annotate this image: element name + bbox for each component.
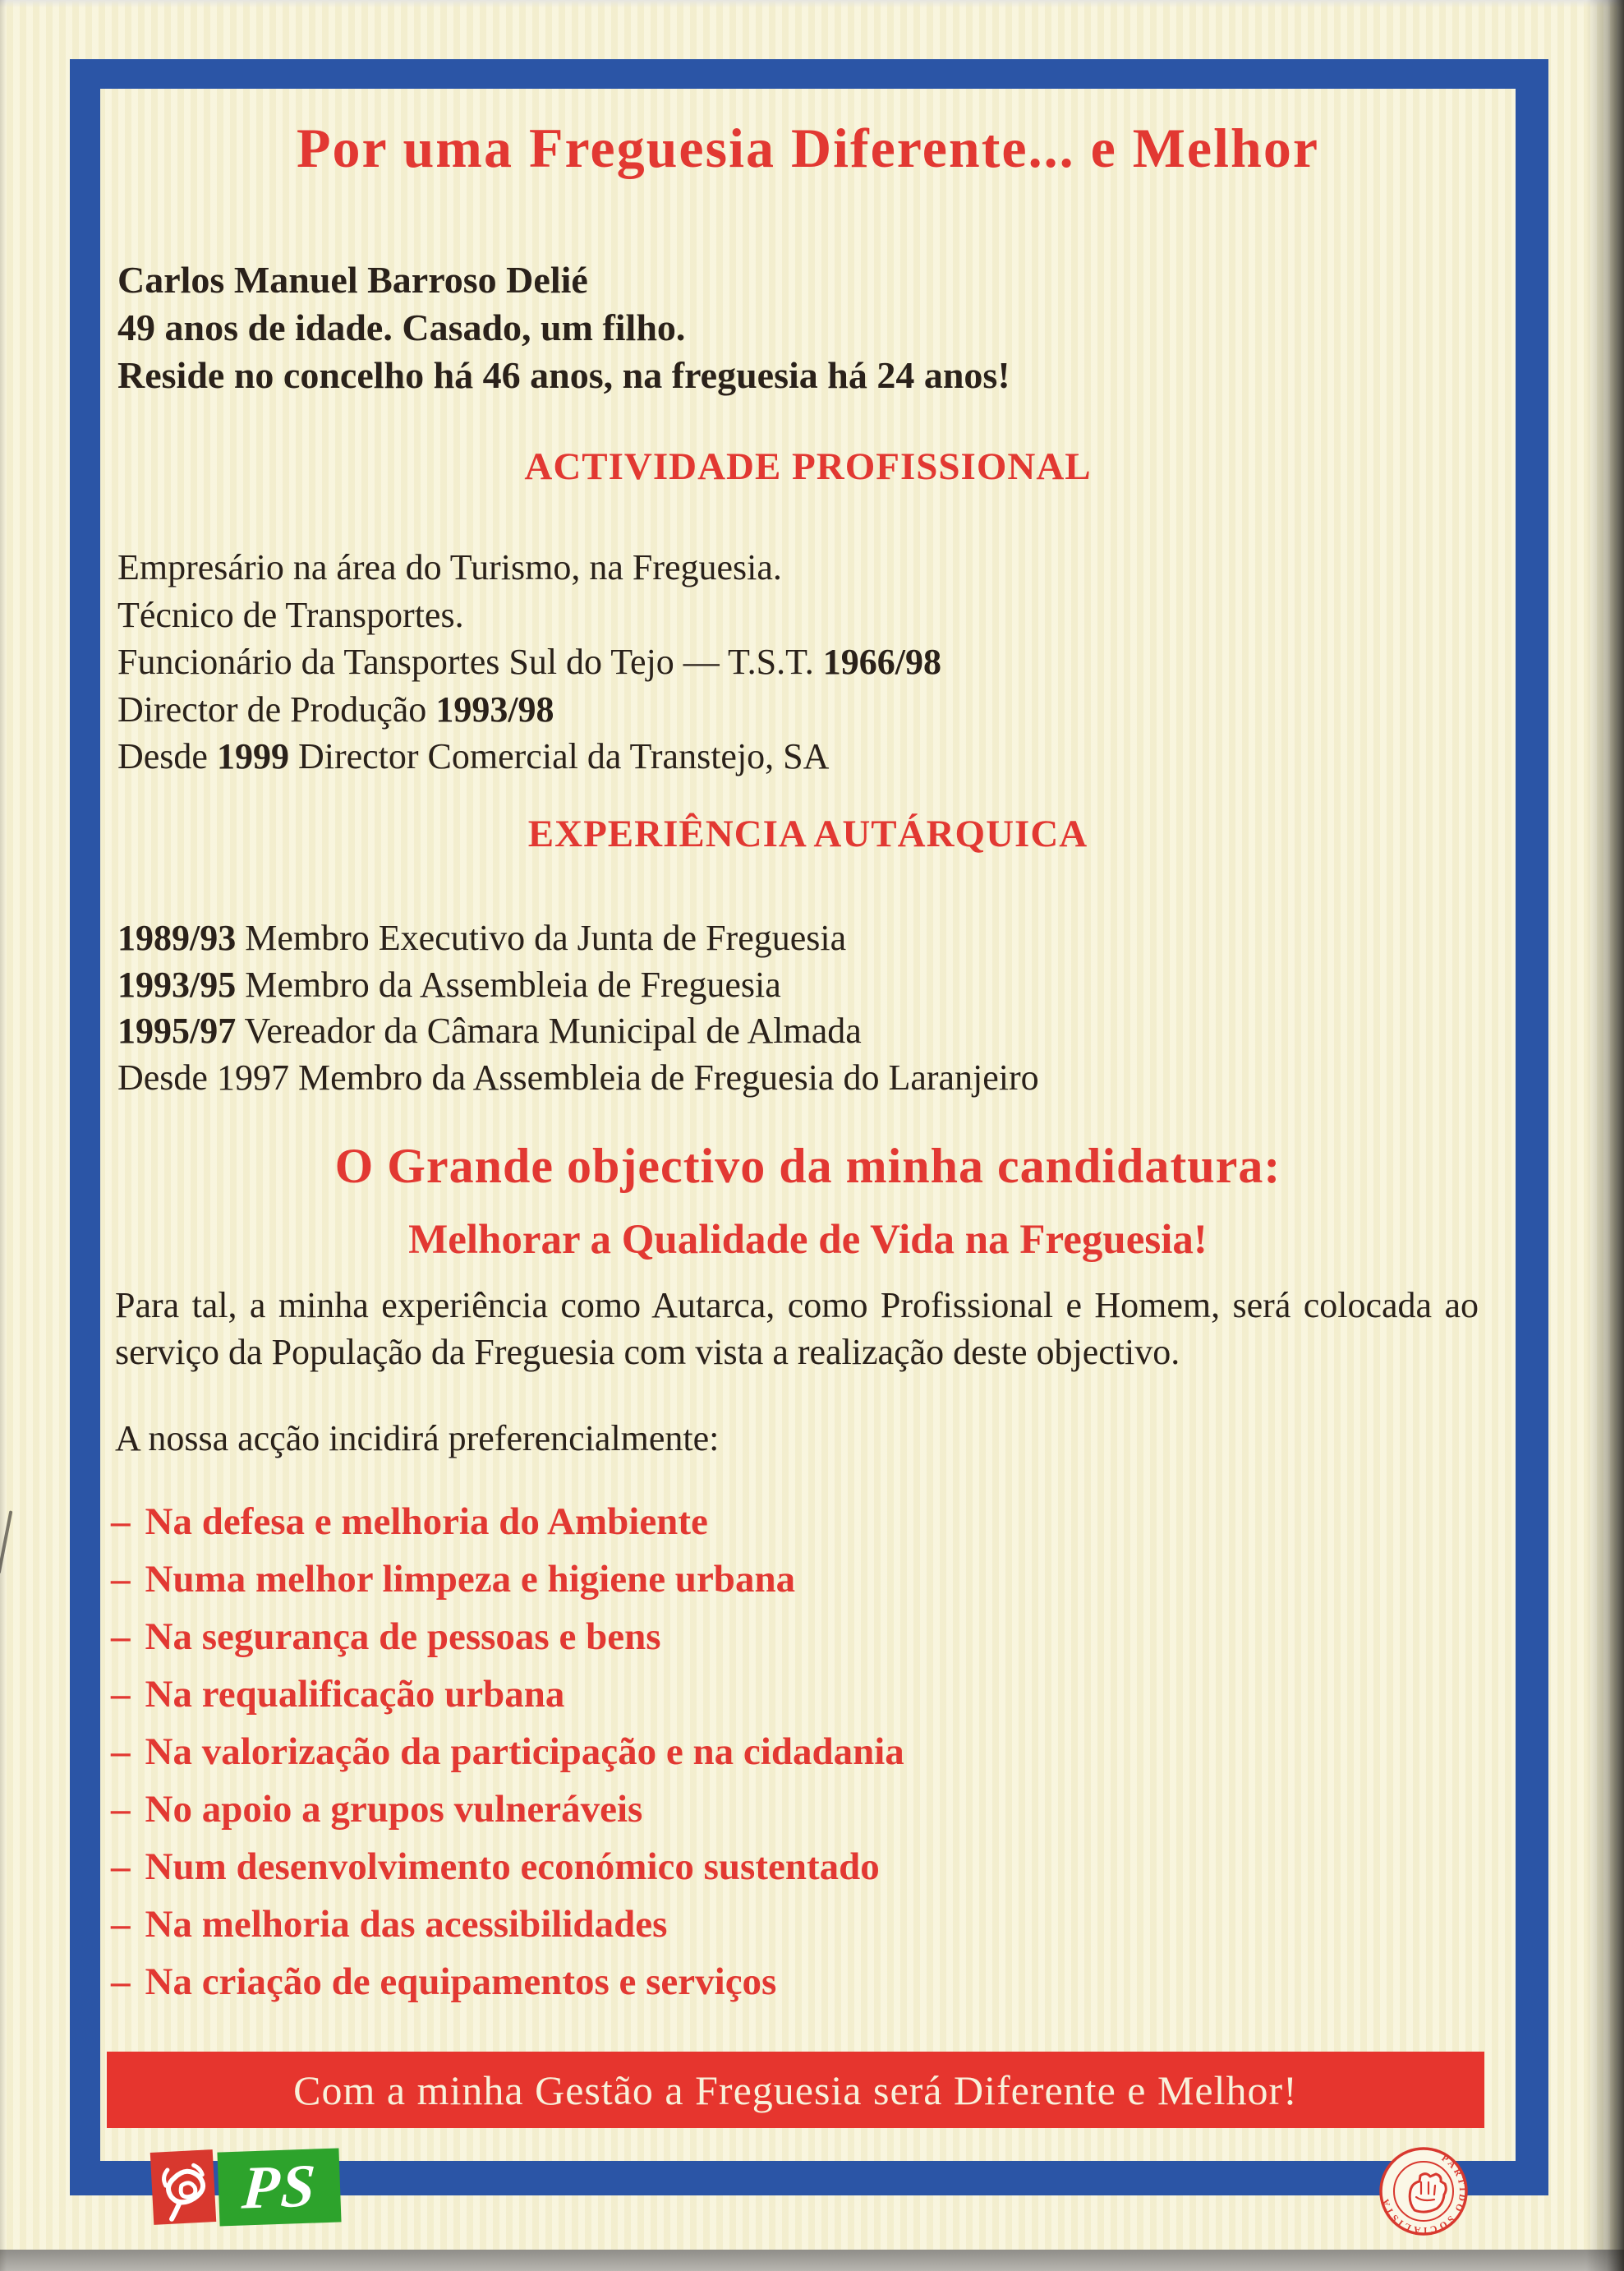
scan-edge-bottom <box>0 2250 1624 2271</box>
objective-subheading: Melhorar a Qualidade de Vida na Freguesia! <box>408 1217 1208 1263</box>
ps-party-logo <box>140 2144 353 2235</box>
bullet-dash: – <box>111 1845 131 1888</box>
ps-initials-box <box>217 2148 341 2226</box>
text-line: 1993/95 Membro da Assembleia de Freguesia <box>117 964 781 1005</box>
action-bullet-item <box>111 1838 1491 1896</box>
action-bullet-list <box>111 1493 1491 2011</box>
professional-activity-list <box>117 544 1497 781</box>
bullet-text: Na requalificação urbana <box>145 1673 565 1716</box>
section-heading-professional: ACTIVIDADE PROFISSIONAL <box>524 445 1092 488</box>
socialist-party-seal-icon <box>1378 2146 1469 2236</box>
bullet-dash: – <box>111 1903 131 1946</box>
objective-heading: O Grande objectivo da minha candidatura: <box>334 1139 1281 1193</box>
bullet-dash: – <box>111 1500 131 1543</box>
ps-initials: PS <box>239 2152 320 2223</box>
action-bullet-item <box>111 1665 1491 1723</box>
bullet-dash: – <box>111 1788 131 1831</box>
candidate-residence-line: Reside no concelho há 46 anos, na freguesia há 24 anos! <box>117 354 1010 396</box>
page-title: Por uma Freguesia Diferente... e Melhor <box>296 117 1320 179</box>
action-bullet-item <box>111 1780 1491 1838</box>
text-line: Director de Produção 1993/98 <box>117 689 554 730</box>
text-line: 1995/97 Vereador da Câmara Municipal de Almada <box>117 1011 862 1051</box>
rose-fist-icon <box>150 2149 217 2225</box>
action-bullet-item <box>111 1550 1491 1608</box>
bullet-text: Na valorização da participação e na cidadania <box>145 1730 904 1773</box>
bullet-dash: – <box>111 1615 131 1658</box>
bullet-text: Na criação de equipamentos e serviços <box>145 1960 777 2003</box>
bullet-text: Na defesa e melhoria do Ambiente <box>145 1500 708 1543</box>
text-line: Desde 1997 Membro da Assembleia de Freguesia do Laranjeiro <box>117 1057 1039 1098</box>
rose-icon <box>150 2149 217 2225</box>
text-line: 1989/93 Membro Executivo da Junta de Freguesia <box>117 918 847 958</box>
bullet-text: Numa melhor limpeza e higiene urbana <box>145 1558 796 1601</box>
text-line: Desde 1999 Director Comercial da Transtejo, SA <box>117 736 830 776</box>
action-bullet-item <box>111 1896 1491 1953</box>
text-line: Funcionário da Tansportes Sul do Tejo — T.S.T. 1966/98 <box>117 642 941 682</box>
bullet-text: Na segurança de pessoas e bens <box>145 1615 661 1658</box>
scan-edge-top <box>0 0 1624 7</box>
text-line: Empresário na área do Turismo, na Freguesia. <box>117 547 782 587</box>
action-bullet-item <box>111 1608 1491 1665</box>
candidate-age-line: 49 anos de idade. Casado, um filho. <box>117 306 686 348</box>
action-bullet-item <box>111 1493 1491 1550</box>
bullet-dash: – <box>111 1558 131 1601</box>
action-bullet-item <box>111 1723 1491 1780</box>
action-intro-line: A nossa acção incidirá preferencialmente: <box>115 1418 720 1458</box>
bullet-dash: – <box>111 1673 131 1716</box>
bullet-dash: – <box>111 1730 131 1773</box>
candidate-info <box>117 256 1473 399</box>
scan-edge-left-shadow <box>0 0 7 2271</box>
bullet-text: Na melhoria das acessibilidades <box>145 1903 668 1946</box>
svg-text:PARTIDO SOCIALISTA: PARTIDO SOCIALISTA <box>1380 2153 1468 2236</box>
text-line: Técnico de Transportes. <box>117 594 464 635</box>
section-heading-autarchic: EXPERIÊNCIA AUTÁRQUICA <box>527 813 1088 855</box>
objective-paragraph: Para tal, a minha experiência como Autarca, como Profissional e Homem, será colocada ao serviço da População da Freguesia com vista a realização deste objectivo. <box>115 1285 1479 1372</box>
bottom-slogan-banner <box>107 2052 1484 2128</box>
bullet-text: No apoio a grupos vulneráveis <box>145 1788 643 1831</box>
candidate-name: Carlos Manuel Barroso Delié <box>117 259 588 301</box>
bullet-dash: – <box>111 1960 131 2003</box>
autarchic-experience-list <box>117 915 1497 1101</box>
action-bullet-item <box>111 1953 1491 2011</box>
scan-edge-right-shadow <box>1586 0 1624 2271</box>
slogan-text: Com a minha Gestão a Freguesia será Diferente e Melhor! <box>293 2066 1298 2113</box>
bullet-text: Num desenvolvimento económico sustentado <box>145 1845 880 1888</box>
